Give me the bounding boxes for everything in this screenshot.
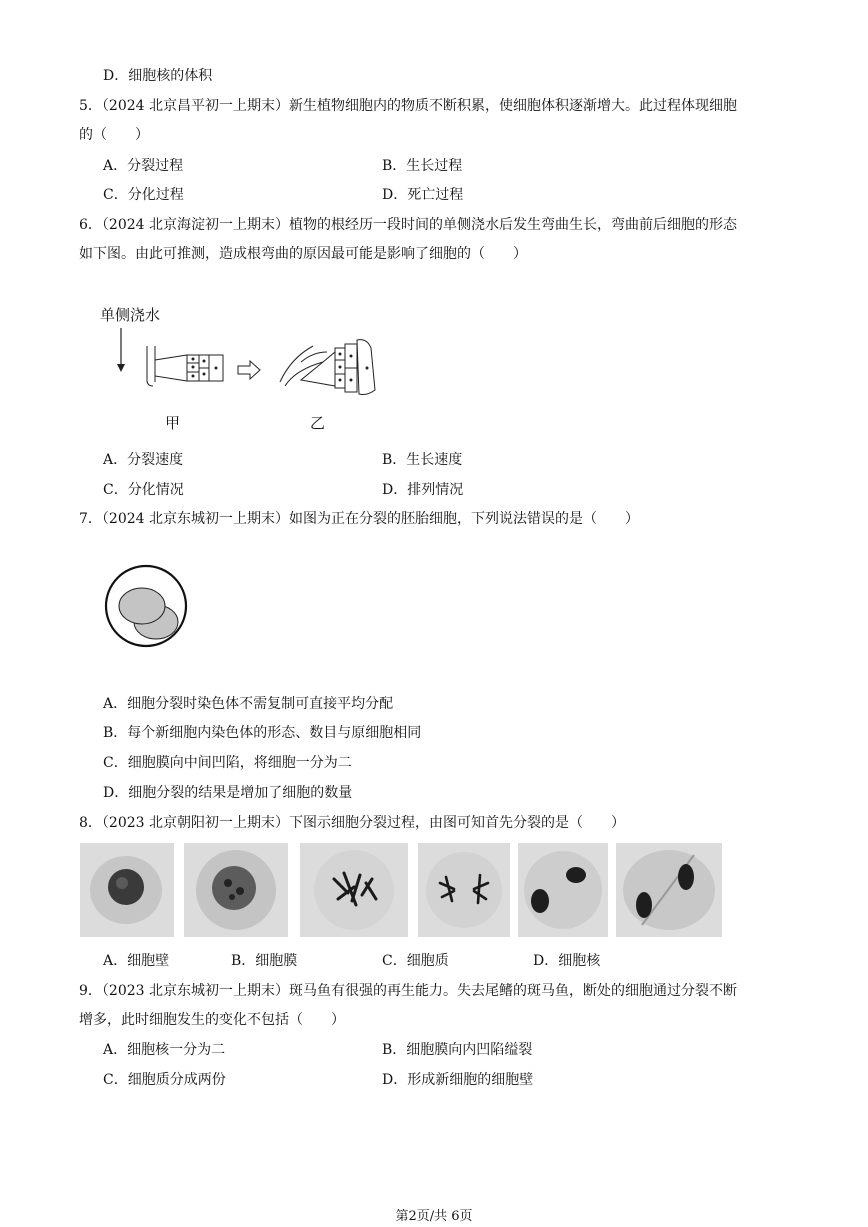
q7-stem-line1: 7．（2024 北京东城初一上期末）如图为正在分裂的胚胎细胞，下列说法错误的是（ ）: [79, 511, 639, 527]
q7-option-a: A．细胞分裂时染色体不需复制可直接平均分配: [103, 696, 394, 712]
q8-stem-line1: 8．（2023 北京朝阳初一上期末）下图示细胞分裂过程，由图可知首先分裂的是（ ）: [79, 815, 625, 831]
q4-option-d: D．细胞核的体积: [103, 68, 213, 84]
mitosis-stage-5-image: [518, 843, 608, 937]
q6-option-b: B．生长速度: [382, 452, 463, 468]
q8-option-d: D．细胞核: [533, 953, 601, 969]
mitosis-stage-4-image: [418, 843, 510, 937]
root-cells-diagram: [95, 300, 395, 435]
q8-option-b: B．细胞膜: [231, 953, 298, 969]
figure-label-yi: 乙: [310, 414, 326, 432]
figure-caption-unilateral-water: 单侧浇水: [100, 306, 161, 324]
q9-stem-line1: 9．（2023 北京东城初一上期末）斑马鱼有很强的再生能力。失去尾鳍的斑马鱼，断处的细胞通过分裂不断: [79, 983, 737, 999]
q6-stem-line2: 如下图。由此可推测，造成根弯曲的原因最可能是影响了细胞的（ ）: [79, 246, 527, 262]
q9-option-a: A．细胞核一分为二: [103, 1042, 226, 1058]
q6-stem-line1: 6．（2024 北京海淀初一上期末）植物的根经历一段时间的单侧浇水后发生弯曲生长，弯曲前后细胞的形态: [79, 217, 737, 233]
q7-option-b: B．每个新细胞内染色体的形态、数目与原细胞相同: [103, 725, 422, 741]
q9-stem-line2: 增多，此时细胞发生的变化不包括（ ）: [79, 1012, 345, 1028]
q8-option-c: C．细胞质: [382, 953, 449, 969]
q9-option-d: D．形成新细胞的细胞壁: [382, 1072, 534, 1088]
q6-option-c: C．分化情况: [103, 482, 184, 498]
mitosis-stage-3-image: [300, 843, 408, 937]
figure-label-jia: 甲: [165, 414, 181, 432]
q9-option-b: B．细胞膜向内凹陷缢裂: [382, 1042, 533, 1058]
q5-option-d: D．死亡过程: [382, 187, 464, 203]
root-bending-figure: [95, 300, 395, 435]
q5-option-b: B．生长过程: [382, 158, 463, 174]
page-number: 第2页/共 6页: [395, 1209, 473, 1224]
mitosis-stage-2-image: [184, 843, 288, 937]
q5-stem-line2: 的（ ）: [79, 127, 149, 143]
q6-option-d: D．排列情况: [382, 482, 464, 498]
q5-option-c: C．分化过程: [103, 187, 184, 203]
mitosis-stage-6-image: [616, 843, 722, 937]
q7-option-c: C．细胞膜向中间凹陷，将细胞一分为二: [103, 755, 352, 771]
q5-option-a: A．分裂过程: [103, 158, 184, 174]
embryo-cell-figure: [100, 560, 192, 652]
q9-option-c: C．细胞质分成两份: [103, 1072, 226, 1088]
q6-option-a: A．分裂速度: [103, 452, 184, 468]
q8-option-a: A．细胞壁: [103, 953, 170, 969]
q5-stem-line1: 5．（2024 北京昌平初一上期末）新生植物细胞内的物质不断积累，使细胞体积逐渐增大。此过程体现细胞: [79, 98, 737, 114]
q7-option-d: D．细胞分裂的结果是增加了细胞的数量: [103, 785, 353, 801]
mitosis-stage-1-image: [80, 843, 174, 937]
